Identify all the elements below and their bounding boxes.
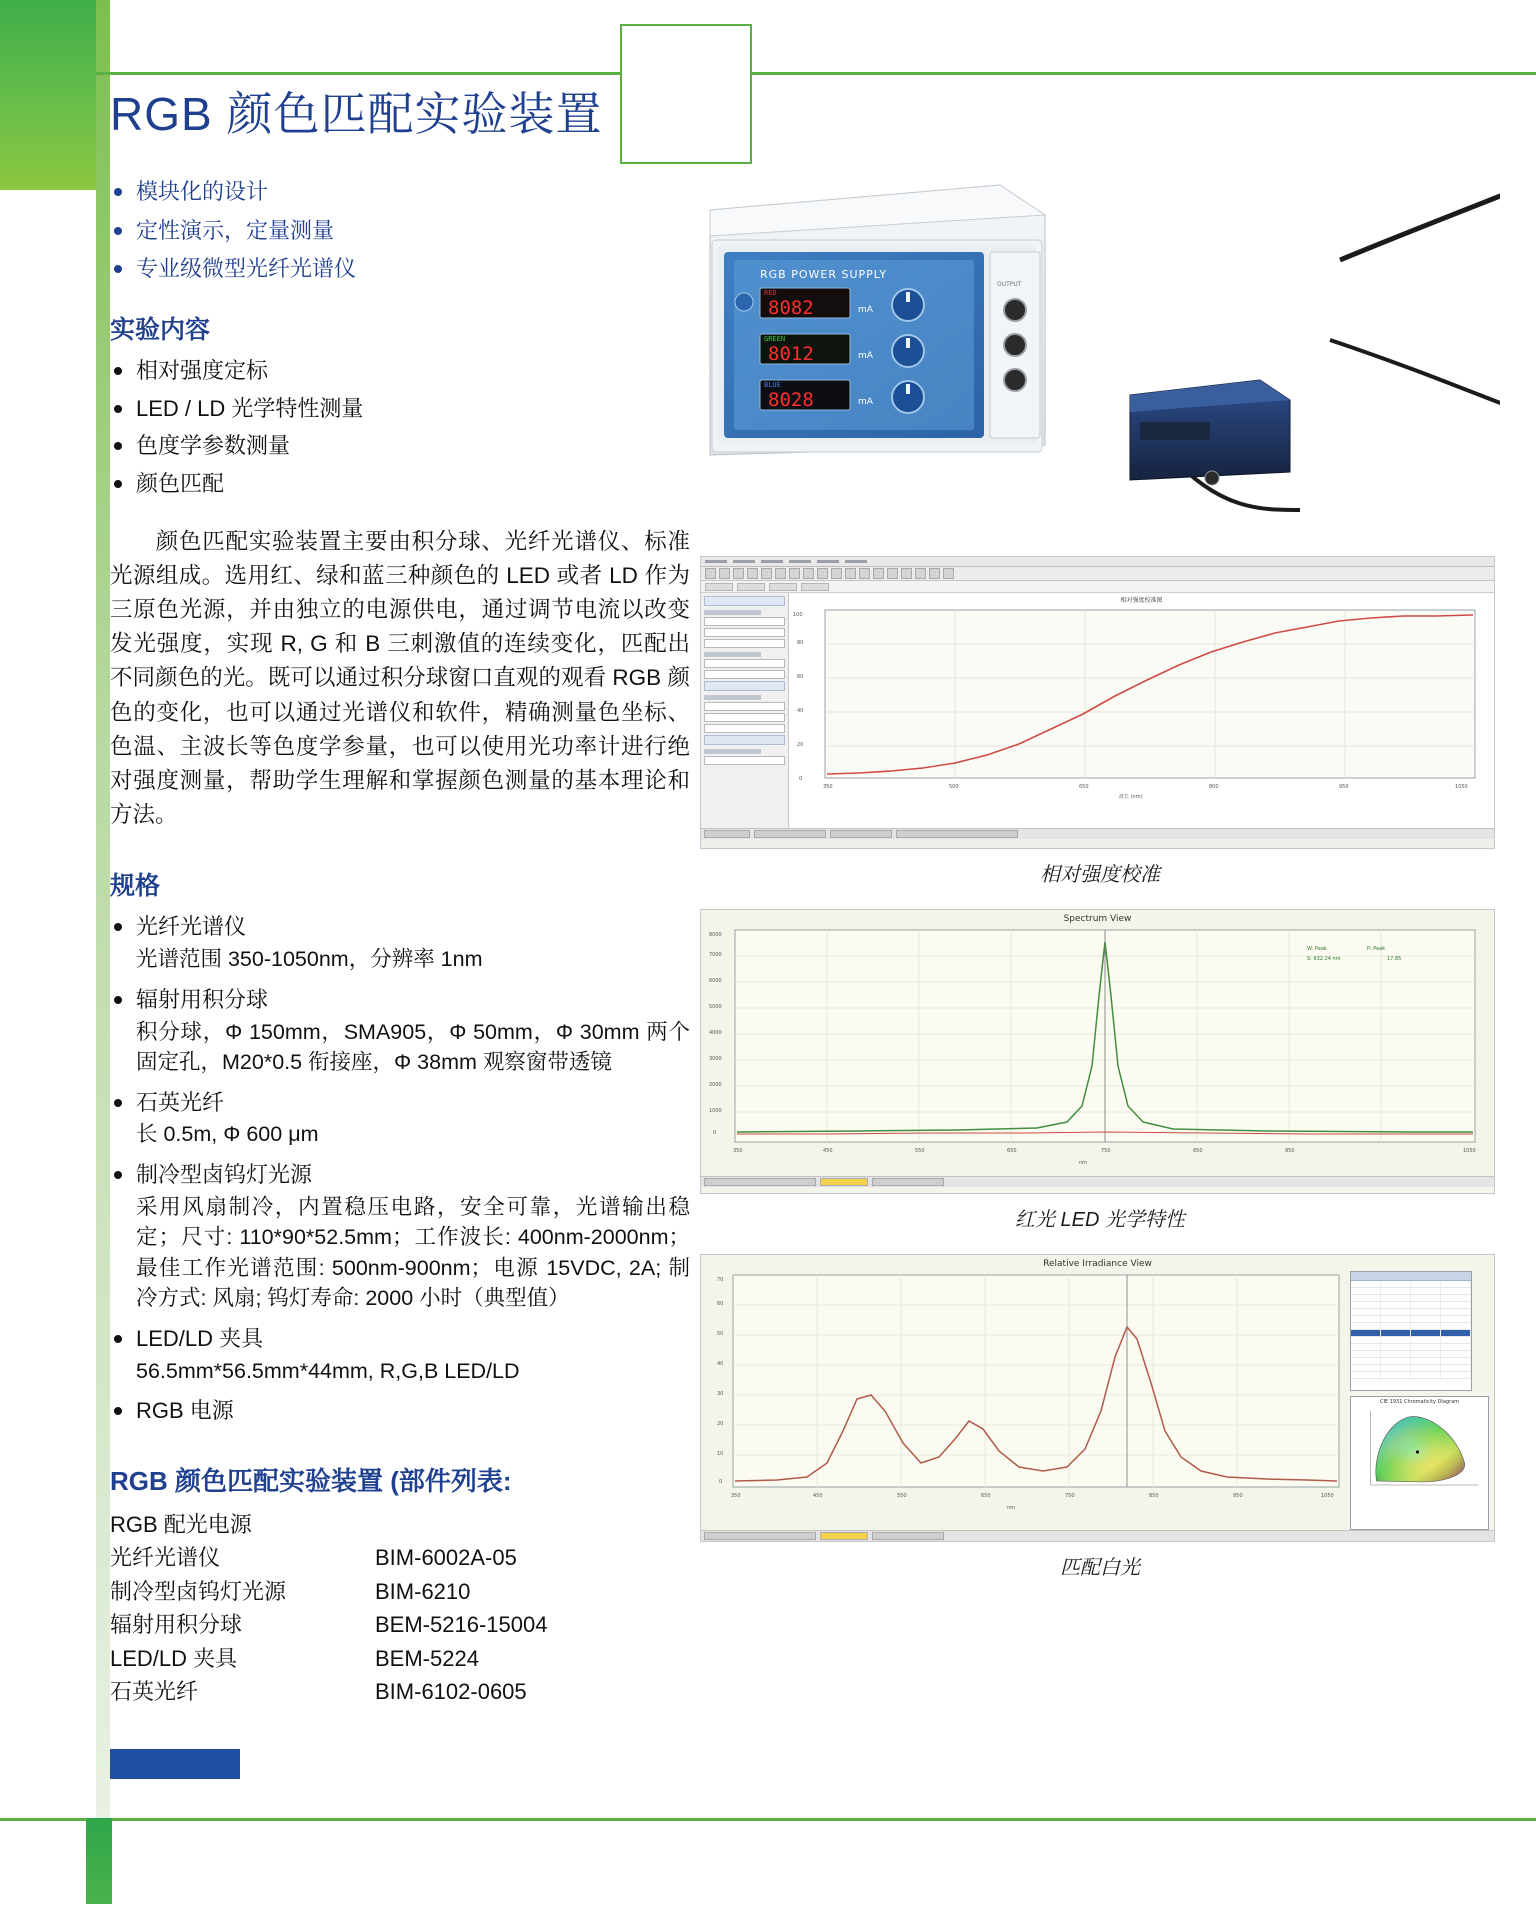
green-corner-block [0, 0, 96, 190]
software-window-relative-intensity[interactable] [700, 556, 1495, 849]
x-axis-label: nm [1079, 1160, 1088, 1166]
svg-text:8082: 8082 [768, 297, 814, 319]
panel-group-header [704, 681, 785, 691]
spectrum-chart [707, 926, 1488, 1174]
svg-text:30: 30 [717, 1391, 724, 1397]
secondary-tool-bar[interactable] [701, 581, 1494, 593]
panel-field[interactable] [704, 628, 785, 637]
spec-item [110, 985, 690, 1078]
svg-text:1050: 1050 [1463, 1148, 1476, 1154]
panel-label [704, 652, 761, 657]
part-model [375, 1508, 630, 1541]
panel-field[interactable] [704, 756, 785, 765]
panel-group-header [704, 735, 785, 745]
feature-item: 定性演示，定量测量 [110, 216, 690, 246]
svg-text:mA: mA [858, 397, 873, 407]
menu-bar[interactable] [701, 557, 1494, 567]
panel-field[interactable] [704, 702, 785, 711]
part-model: BEM-5224 [375, 1645, 479, 1671]
spec-name: 辐射用积分球 [136, 986, 269, 1012]
svg-text:4000: 4000 [709, 1030, 722, 1036]
fiber-spectrometer [1130, 380, 1290, 485]
software-window-relative-irradiance[interactable] [700, 1254, 1495, 1542]
feature-item: 专业级微型光纤光谱仪 [110, 254, 690, 284]
plot-area-relative-intensity [789, 593, 1494, 828]
svg-text:40: 40 [797, 708, 804, 714]
svg-text:60: 60 [797, 674, 804, 680]
feature-list [110, 177, 690, 284]
svg-text:100: 100 [793, 612, 803, 618]
svg-text:10: 10 [717, 1451, 724, 1457]
part-name: LED/LD 夹具 [110, 1645, 238, 1671]
cie-diagram [1353, 1405, 1486, 1489]
experiment-item: 色度学参数测量 [110, 431, 690, 461]
page-title: RGB 颜色匹配实验装置 [110, 88, 603, 140]
screenshot-figure-1 [700, 556, 1500, 887]
plot-title: 相对强度校准图 [1120, 597, 1163, 604]
table-row[interactable] [1351, 1337, 1471, 1344]
panel-label [704, 695, 761, 700]
footer-blue-bar [110, 1749, 240, 1779]
legend-entry: S: 632.24 nm [1307, 956, 1341, 962]
svg-text:500: 500 [949, 784, 959, 790]
spectrum-window-title: Spectrum View [1063, 914, 1132, 924]
panel-field[interactable] [704, 724, 785, 733]
svg-text:7000: 7000 [709, 952, 722, 958]
legend-entry: P: Peak [1367, 946, 1386, 952]
svg-text:40: 40 [717, 1361, 724, 1367]
spec-name: LED/LD 夹具 [136, 1325, 264, 1351]
svg-text:2000: 2000 [709, 1082, 722, 1088]
svg-text:8000: 8000 [709, 932, 722, 938]
svg-text:0: 0 [713, 1130, 717, 1136]
svg-text:3000: 3000 [709, 1056, 722, 1062]
status-bar [701, 1530, 1494, 1541]
table-row[interactable] [1351, 1288, 1471, 1295]
table-row[interactable] [1351, 1323, 1471, 1330]
cie-title: CIE 1931 Chromaticity Diagram [1379, 1399, 1460, 1405]
svg-text:6000: 6000 [709, 978, 722, 984]
right-content-column [700, 40, 1500, 1580]
svg-text:8028: 8028 [768, 389, 814, 411]
svg-text:OUTPUT: OUTPUT [997, 281, 1022, 288]
svg-text:750: 750 [1065, 1493, 1075, 1499]
part-name: 光纤光谱仪 [110, 1545, 221, 1571]
table-row [110, 1541, 630, 1574]
tool-bar[interactable] [701, 567, 1494, 581]
svg-text:mA: mA [858, 305, 873, 315]
green-vertical-rail [96, 0, 110, 1820]
experiment-item: 颜色匹配 [110, 469, 690, 499]
legend-entry: 17.85 [1387, 956, 1402, 962]
svg-text:8012: 8012 [768, 343, 814, 365]
table-row[interactable] [1351, 1281, 1471, 1288]
legend-entry: W: Peak [1307, 946, 1327, 952]
screenshot-figure-3 [700, 1254, 1500, 1580]
table-header [1351, 1272, 1471, 1281]
svg-text:RED: RED [764, 289, 777, 297]
svg-text:20: 20 [797, 742, 804, 748]
bottom-horizontal-rule [0, 1818, 1536, 1821]
svg-text:70: 70 [717, 1277, 724, 1283]
panel-group-header [704, 596, 785, 606]
svg-text:850: 850 [1193, 1148, 1203, 1154]
svg-text:20: 20 [717, 1421, 724, 1427]
product-photo [700, 40, 1500, 540]
panel-field[interactable] [704, 713, 785, 722]
part-model: BEM-5216-15004 [375, 1612, 548, 1638]
svg-text:550: 550 [897, 1493, 907, 1499]
svg-text:800: 800 [1209, 784, 1219, 790]
parts-table [110, 1508, 630, 1709]
table-row[interactable] [1351, 1302, 1471, 1309]
table-row[interactable] [1351, 1372, 1471, 1379]
svg-text:mA: mA [858, 351, 873, 361]
table-row[interactable] [1351, 1330, 1471, 1337]
spec-name: 制冷型卤钨灯光源 [136, 1161, 313, 1187]
experiment-item: 相对强度定标 [110, 356, 690, 386]
spec-detail: 56.5mm*56.5mm*44mm, R,G,B LED/LD [136, 1358, 520, 1383]
panel-field[interactable] [704, 617, 785, 626]
svg-text:5000: 5000 [709, 1004, 722, 1010]
part-model: BIM-6102-0605 [375, 1679, 527, 1705]
spec-item [110, 1396, 690, 1427]
panel-field[interactable] [704, 659, 785, 668]
screenshot-caption-3: 匹配白光 [1060, 1557, 1140, 1579]
svg-text:950: 950 [1339, 784, 1349, 790]
spec-item [110, 1160, 690, 1314]
table-row [110, 1575, 630, 1608]
spec-name: 石英光纤 [136, 1089, 225, 1115]
spec-detail: 长 0.5m, Φ 600 μm [136, 1122, 319, 1147]
panel-label [704, 610, 761, 615]
status-bar [701, 1176, 1494, 1187]
svg-text:80: 80 [797, 640, 804, 646]
bottom-green-tab [86, 1818, 112, 1904]
irradiance-window-title: Relative Irradiance View [1043, 1259, 1152, 1269]
description-text: 颜色匹配实验装置主要由积分球、光纤光谱仪、标准光源组成。选用红、绿和蓝三种颜色的 LED 或者 LD 作为三原色光源，并由独立的电源供电，通过调节电流以改变发光强度，实现 R, G 和 B 三刺激值的连续变化，匹配出不同颜色的光。既可以通过积分球窗口直观的观看 RGB 颜色的变化，也可以通过光谱仪和软件，精确测量色坐标、色温、主波长等色度学参量，也可以使用光功率计进行绝对强度测量，帮助学生理解和掌握颜色测量的基本理论和方法。 [110, 528, 690, 828]
svg-text:RGB POWER SUPPLY: RGB POWER SUPPLY [760, 268, 888, 281]
table-row [110, 1508, 630, 1541]
part-model: BIM-6210 [375, 1578, 471, 1604]
svg-text:1000: 1000 [709, 1108, 722, 1114]
left-parameter-panel[interactable] [701, 593, 789, 828]
parts-list-title: RGB 颜色匹配实验装置 (部件列表: [110, 1465, 512, 1496]
spec-detail: 光谱范围 350-1050nm，分辨率 1nm [136, 947, 483, 972]
svg-text:50: 50 [717, 1331, 724, 1337]
svg-text:BLUE: BLUE [764, 381, 781, 389]
svg-text:550: 550 [915, 1148, 925, 1154]
table-row[interactable] [1351, 1351, 1471, 1358]
screenshot-caption-2: 红光 LED 光学特性 [1014, 1209, 1186, 1231]
part-name: RGB 配光电源 [110, 1511, 252, 1537]
table-row[interactable] [1351, 1344, 1471, 1351]
experiment-item: LED / LD 光学特性测量 [110, 394, 690, 424]
spec-detail: 采用风扇制冷，内置稳压电路，安全可靠，光谱输出稳定；尺寸: 110*90*52.5mm；工作波长: 400nm-2000nm；最佳工作光谱范围: 500nm-900nm；电源 15VDC, 2A; 制冷方式: 风扇; 钨灯寿命: 2000 小时（典型值） [136, 1194, 690, 1311]
rgb-power-supply [710, 185, 1045, 455]
left-content-column [110, 88, 690, 1779]
table-row [110, 1642, 630, 1675]
spec-name: 光纤光谱仪 [136, 914, 247, 940]
panel-label [704, 749, 761, 754]
feature-item: 模块化的设计 [110, 177, 690, 207]
svg-text:850: 850 [1149, 1493, 1159, 1499]
table-row[interactable] [1351, 1365, 1471, 1372]
spec-item [110, 1088, 690, 1150]
description-paragraph [110, 525, 690, 833]
specs-heading: 规格 [110, 872, 161, 901]
svg-text:1050: 1050 [1455, 784, 1468, 790]
svg-text:950: 950 [1233, 1493, 1243, 1499]
part-name: 制冷型卤钨灯光源 [110, 1578, 287, 1604]
table-row[interactable] [1351, 1358, 1471, 1365]
spec-item [110, 912, 690, 974]
experiment-list [110, 356, 690, 499]
x-axis-label: nm [1007, 1505, 1016, 1511]
irradiance-data-table[interactable] [1350, 1271, 1472, 1391]
screenshot-figure-2 [700, 909, 1500, 1232]
svg-text:350: 350 [823, 784, 833, 790]
panel-field[interactable] [704, 670, 785, 679]
svg-text:0: 0 [799, 776, 803, 782]
table-row[interactable] [1351, 1316, 1471, 1323]
x-axis-label: 波长 (nm) [1119, 794, 1143, 800]
svg-text:450: 450 [823, 1148, 833, 1154]
svg-text:750: 750 [1101, 1148, 1111, 1154]
screenshot-caption-1: 相对强度校准 [1040, 864, 1160, 886]
panel-field[interactable] [704, 639, 785, 648]
svg-text:650: 650 [1079, 784, 1089, 790]
svg-text:GREEN: GREEN [764, 335, 786, 343]
status-bar [701, 828, 1494, 839]
table-row[interactable] [1351, 1295, 1471, 1302]
part-name: 石英光纤 [110, 1679, 199, 1705]
software-window-spectrum-view[interactable] [700, 909, 1495, 1194]
svg-text:60: 60 [717, 1301, 724, 1307]
part-model: BIM-6002A-05 [375, 1545, 517, 1571]
specs-list [110, 912, 690, 1426]
product-photo-svg [700, 40, 1500, 540]
irradiance-chart [707, 1271, 1347, 1517]
svg-text:650: 650 [981, 1493, 991, 1499]
spec-detail: 积分球，Φ 150mm，SMA905，Φ 50mm，Φ 30mm 两个固定孔，M20*0.5 衔接座，Φ 38mm 观察窗带透镜 [136, 1019, 690, 1075]
table-row[interactable] [1351, 1309, 1471, 1316]
spec-name: RGB 电源 [136, 1398, 234, 1424]
svg-text:350: 350 [733, 1148, 743, 1154]
svg-text:350: 350 [731, 1493, 741, 1499]
cie-chromaticity-panel [1350, 1396, 1489, 1530]
table-row [110, 1608, 630, 1641]
svg-text:650: 650 [1007, 1148, 1017, 1154]
table-row [110, 1675, 630, 1708]
svg-text:450: 450 [813, 1493, 823, 1499]
spec-item [110, 1324, 690, 1386]
svg-text:0: 0 [719, 1479, 723, 1485]
part-name: 辐射用积分球 [110, 1612, 243, 1638]
experiment-heading: 实验内容 [110, 315, 211, 344]
svg-text:1050: 1050 [1321, 1493, 1334, 1499]
svg-text:950: 950 [1285, 1148, 1295, 1154]
relative-intensity-chart [789, 604, 1489, 802]
